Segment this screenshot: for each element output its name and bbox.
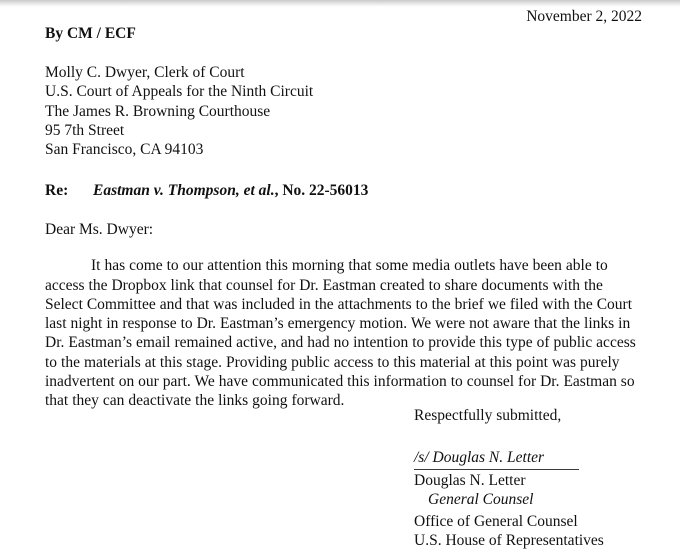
addressee-court: U.S. Court of Appeals for the Ninth Circuit [45,83,314,101]
closing-line: Respectfully submitted, [414,407,562,424]
case-name: Eastman v. Thompson, et al. [93,182,275,200]
office-name: Office of General Counsel [414,513,578,530]
signature-block [414,406,674,509]
addressee-block [45,43,645,159]
addressee-street: 95 7th Street [45,121,125,139]
office-institution: U.S. House of Representatives [414,532,604,550]
addressee-city-state-zip: San Francisco, CA 94103 [45,141,204,159]
addressee-name: Molly C. Dwyer, Clerk of Court [45,64,245,81]
re-label: Re: [45,182,69,200]
electronic-signature: /s/ Douglas N. Letter [414,448,579,469]
addressee-building: The James R. Browning Courthouse [45,102,271,120]
signer-name: Douglas N. Letter [414,471,526,489]
delivery-method: By CM / ECF [45,25,136,42]
body-paragraph: It has come to our attention this morning that some media outlets have been able to access the Dropbox link that counsel for Dr. Eastman created to share documents with the Select Committee and that was included in the attachments to the brief we filed with the Court last night in response to Dr. Eastman’s emergency motion. We were not aware that the links in Dr. Eastman’s email remained active, and had no intention to provide this type of public access to the materials at this stage. Providing public access to this material at this point was purely inadvertent on our part. We have communicated this information to counsel for Dr. Eastman so that they can deactivate the links going forward. [45,257,636,409]
salutation: Dear Ms. Dwyer: [45,221,154,239]
letter-body-column [45,24,645,410]
re-line [45,159,645,200]
office-block [414,512,674,551]
signer-title: General Counsel [428,490,534,508]
case-number: , No. 22-56013 [274,182,369,200]
letter-date: November 2, 2022 [526,8,642,25]
signature-spacer [414,425,674,448]
